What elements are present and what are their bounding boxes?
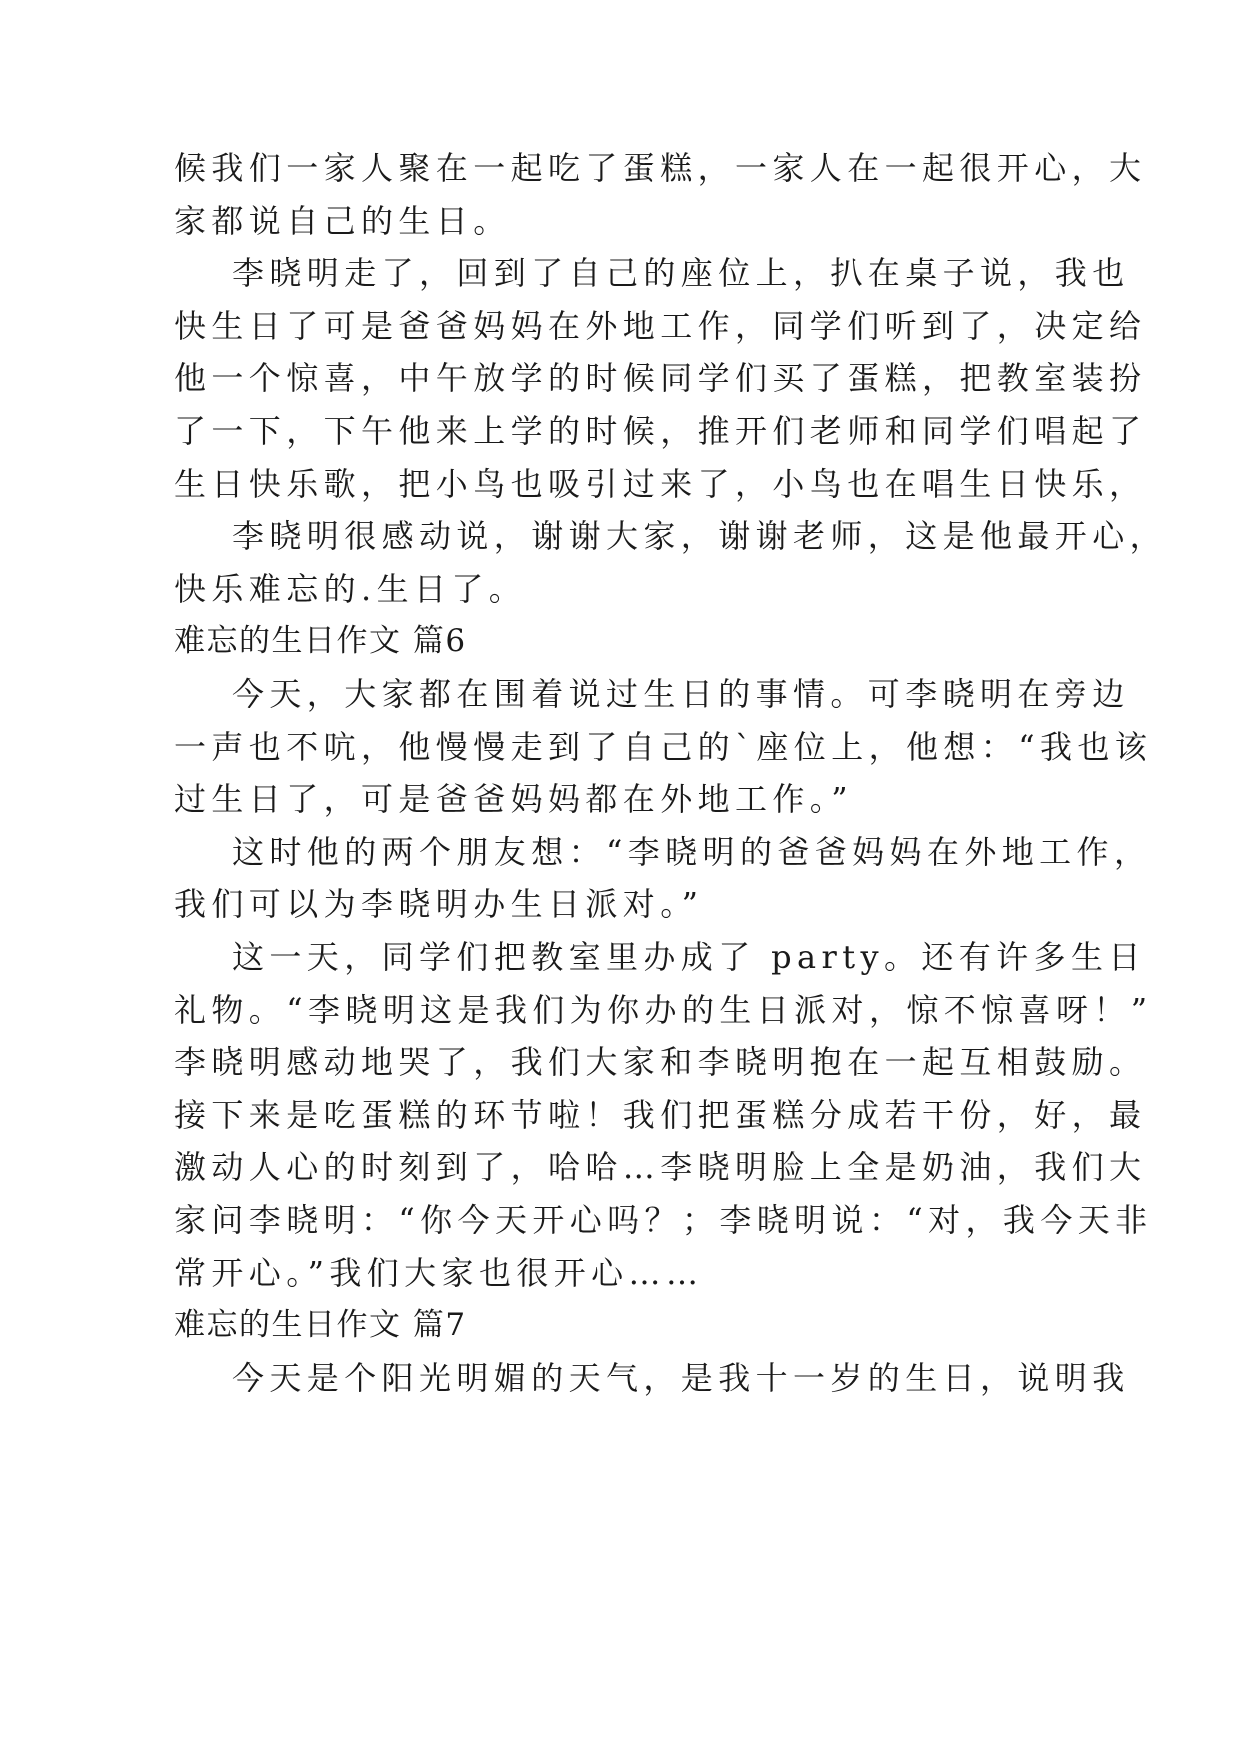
section-heading <box>0 1295 1241 1355</box>
text-line <box>0 348 1241 408</box>
text-line <box>0 874 1241 934</box>
text-line <box>0 191 1241 251</box>
paragraph-text: 今天，大家都在围着说过生日的事情。可李晓明在旁边 <box>232 675 1130 713</box>
text-line <box>0 769 1241 829</box>
text-line <box>0 296 1241 356</box>
paragraph-text: 激动人心的时刻到了，哈哈…李晓明脸上全是奶油，我们大 <box>174 1148 1147 1187</box>
paragraph-text: 家问李晓明：“你今天开心吗？；李晓明说：“对，我今天非 <box>174 1201 1153 1239</box>
paragraph-text: 李晓明感动地哭了，我们大家和李晓明抱在一起互相鼓励。 <box>174 1043 1147 1082</box>
text-line <box>0 1190 1241 1250</box>
text-line <box>0 822 1241 882</box>
text-line <box>0 980 1241 1040</box>
text-line <box>0 454 1241 514</box>
paragraph-text: 候我们一家人聚在一起吃了蛋糕，一家人在一起很开心，大 <box>174 149 1147 187</box>
text-line <box>0 1032 1241 1092</box>
text-line <box>0 717 1241 777</box>
paragraph-text: 了一下，下午他来上学的时候，推开们老师和同学们唱起了 <box>174 412 1147 450</box>
text-line <box>0 401 1241 461</box>
text-line <box>0 559 1241 619</box>
text-line <box>0 1348 1241 1408</box>
paragraph-text: 他一个惊喜，中午放学的时候同学们买了蛋糕，把教室装扮 <box>174 359 1147 398</box>
paragraph-text: 常开心。”我们大家也很开心…… <box>174 1253 704 1292</box>
paragraph-text: 快生日了可是爸爸妈妈在外地工作，同学们听到了，决定给 <box>174 306 1147 345</box>
text-line <box>0 506 1241 566</box>
paragraph-text: 这一天，同学们把教室里办成了 party。还有许多生日 <box>232 938 1146 976</box>
section-heading <box>0 611 1241 671</box>
paragraph-text: 今天是个阳光明媚的天气，是我十一岁的生日，说明我 <box>232 1358 1130 1397</box>
paragraph-text: 家都说自己的生日。 <box>174 201 511 240</box>
text-line <box>0 927 1241 987</box>
text-line <box>0 1137 1241 1197</box>
paragraph-text: 接下来是吃蛋糕的环节啦！我们把蛋糕分成若干份，好，最 <box>174 1095 1147 1134</box>
paragraph-text: 我们可以为李晓明办生日派对。” <box>174 885 704 924</box>
paragraph-text: 这时他的两个朋友想：“李晓明的爸爸妈妈在外地工作， <box>232 832 1152 871</box>
text-line <box>0 138 1241 198</box>
text-line <box>0 1243 1241 1303</box>
paragraph-text: 李晓明走了，回到了自己的座位上，扒在桌子说，我也 <box>232 254 1130 293</box>
text-line <box>0 664 1241 724</box>
section-heading-text: 难忘的生日作文 篇6 <box>174 623 467 660</box>
text-line <box>0 243 1241 303</box>
text-line <box>0 1085 1241 1145</box>
paragraph-text: 一声也不吭，他慢慢走到了自己的`座位上，他想：“我也该 <box>174 727 1153 766</box>
section-heading-text: 难忘的生日作文 篇7 <box>174 1307 467 1344</box>
paragraph-text: 礼物。“李晓明这是我们为你办的生日派对，惊不惊喜呀！” <box>174 990 1153 1029</box>
paragraph-text: 李晓明很感动说，谢谢大家，谢谢老师，这是他最开心， <box>232 517 1168 556</box>
paragraph-text: 过生日了，可是爸爸妈妈都在外地工作。” <box>174 780 853 819</box>
paragraph-text: 生日快乐歌，把小鸟也吸引过来了，小鸟也在唱生日快乐， <box>174 464 1147 503</box>
paragraph-text: 快乐难忘的.生日了。 <box>174 569 527 608</box>
